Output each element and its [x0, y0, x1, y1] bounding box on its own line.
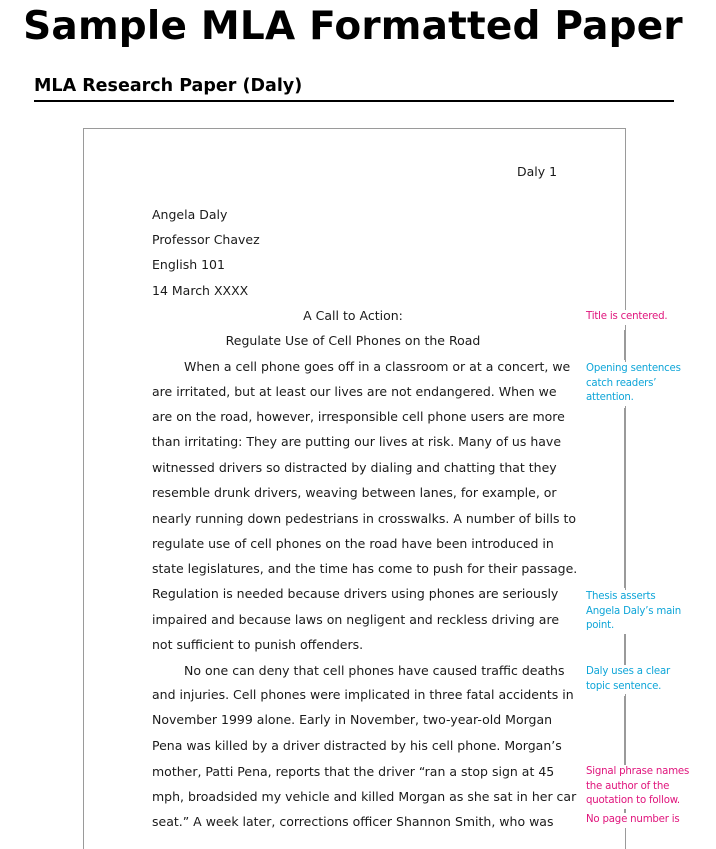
annotation-text: Signal phrase names [586, 765, 691, 780]
body-line: witnessed drivers so distracted by dialing and chatting that they [152, 460, 557, 475]
annotation-text: attention. [586, 391, 683, 406]
body-line: seat.” A week later, corrections officer Shannon Smith, who was [152, 814, 554, 829]
running-head-page-number: Daly 1 [517, 164, 558, 179]
annotation-opening-sentences [586, 362, 683, 406]
body-line: mph, broadsided my vehicle and killed Morgan as she sat in her car [152, 789, 577, 804]
annotation-text: Opening sentences [586, 362, 683, 377]
annotation-text: Angela Daly’s main [586, 605, 683, 620]
body-line: and injuries. Cell phones were implicated in three fatal accidents in [152, 687, 574, 702]
annotation-thesis [586, 590, 683, 634]
heading-author: Angela Daly [152, 207, 228, 222]
annotation-connector [624, 634, 626, 666]
body-line: resemble drunk drivers, weaving between lanes, for example, or [152, 485, 557, 500]
body-line: are irritated, but at least our lives are not endangered. When we [152, 384, 557, 399]
annotation-page-number [586, 813, 682, 828]
annotation-signal-phrase [586, 765, 691, 809]
body-line: impaired and because laws on negligent and reckless driving are [152, 612, 560, 627]
body-line: nearly running down pedestrians in crosswalks. A number of bills to [152, 511, 577, 526]
annotation-text: Title is centered. [586, 310, 669, 325]
subtitle-rule [34, 100, 674, 102]
body-line: mother, Patti Pena, reports that the driver “ran a stop sign at 45 [152, 764, 555, 779]
annotation-title-centered [586, 310, 669, 325]
annotation-topic-sentence [586, 665, 672, 694]
body-line: than irritating: They are putting our lives at risk. Many of us have [152, 434, 562, 449]
annotation-text: No page number is [586, 813, 682, 828]
heading-date: 14 March XXXX [152, 283, 249, 298]
paper-title-line: A Call to Action: [303, 308, 403, 323]
annotation-connector [624, 330, 626, 360]
body-line: When a cell phone goes off in a classroom or at a concert, we [184, 359, 571, 374]
body-line: Regulation is needed because drivers using phones are seriously [152, 586, 559, 601]
paper-title-line: Regulate Use of Cell Phones on the Road [225, 333, 481, 348]
annotation-connector [624, 408, 626, 588]
annotation-text: Daly uses a clear [586, 665, 672, 680]
annotation-text: Thesis asserts [586, 590, 683, 605]
body-line: state legislatures, and the time has come to push for their passage. [152, 561, 578, 576]
annotation-text: catch readers’ [586, 377, 683, 392]
body-line: No one can deny that cell phones have caused traffic deaths [184, 663, 565, 678]
annotation-text: the author of the [586, 780, 691, 795]
page-title: Sample MLA Formatted Paper [23, 4, 683, 49]
body-line: not sufficient to punish offenders. [152, 637, 364, 652]
annotation-connector [624, 696, 626, 766]
section-subtitle: MLA Research Paper (Daly) [34, 76, 303, 96]
body-line: are on the road, however, irresponsible cell phone users are more [152, 409, 565, 424]
body-line: regulate use of cell phones on the road have been introduced in [152, 536, 554, 551]
heading-course: English 101 [152, 257, 225, 272]
annotation-text: topic sentence. [586, 680, 672, 695]
heading-instructor: Professor Chavez [152, 232, 260, 247]
annotation-text: quotation to follow. [586, 794, 691, 809]
annotation-text: point. [586, 619, 683, 634]
body-line: Pena was killed by a driver distracted by his cell phone. Morgan’s [152, 738, 562, 753]
body-line: November 1999 alone. Early in November, two-year-old Morgan [152, 712, 553, 727]
